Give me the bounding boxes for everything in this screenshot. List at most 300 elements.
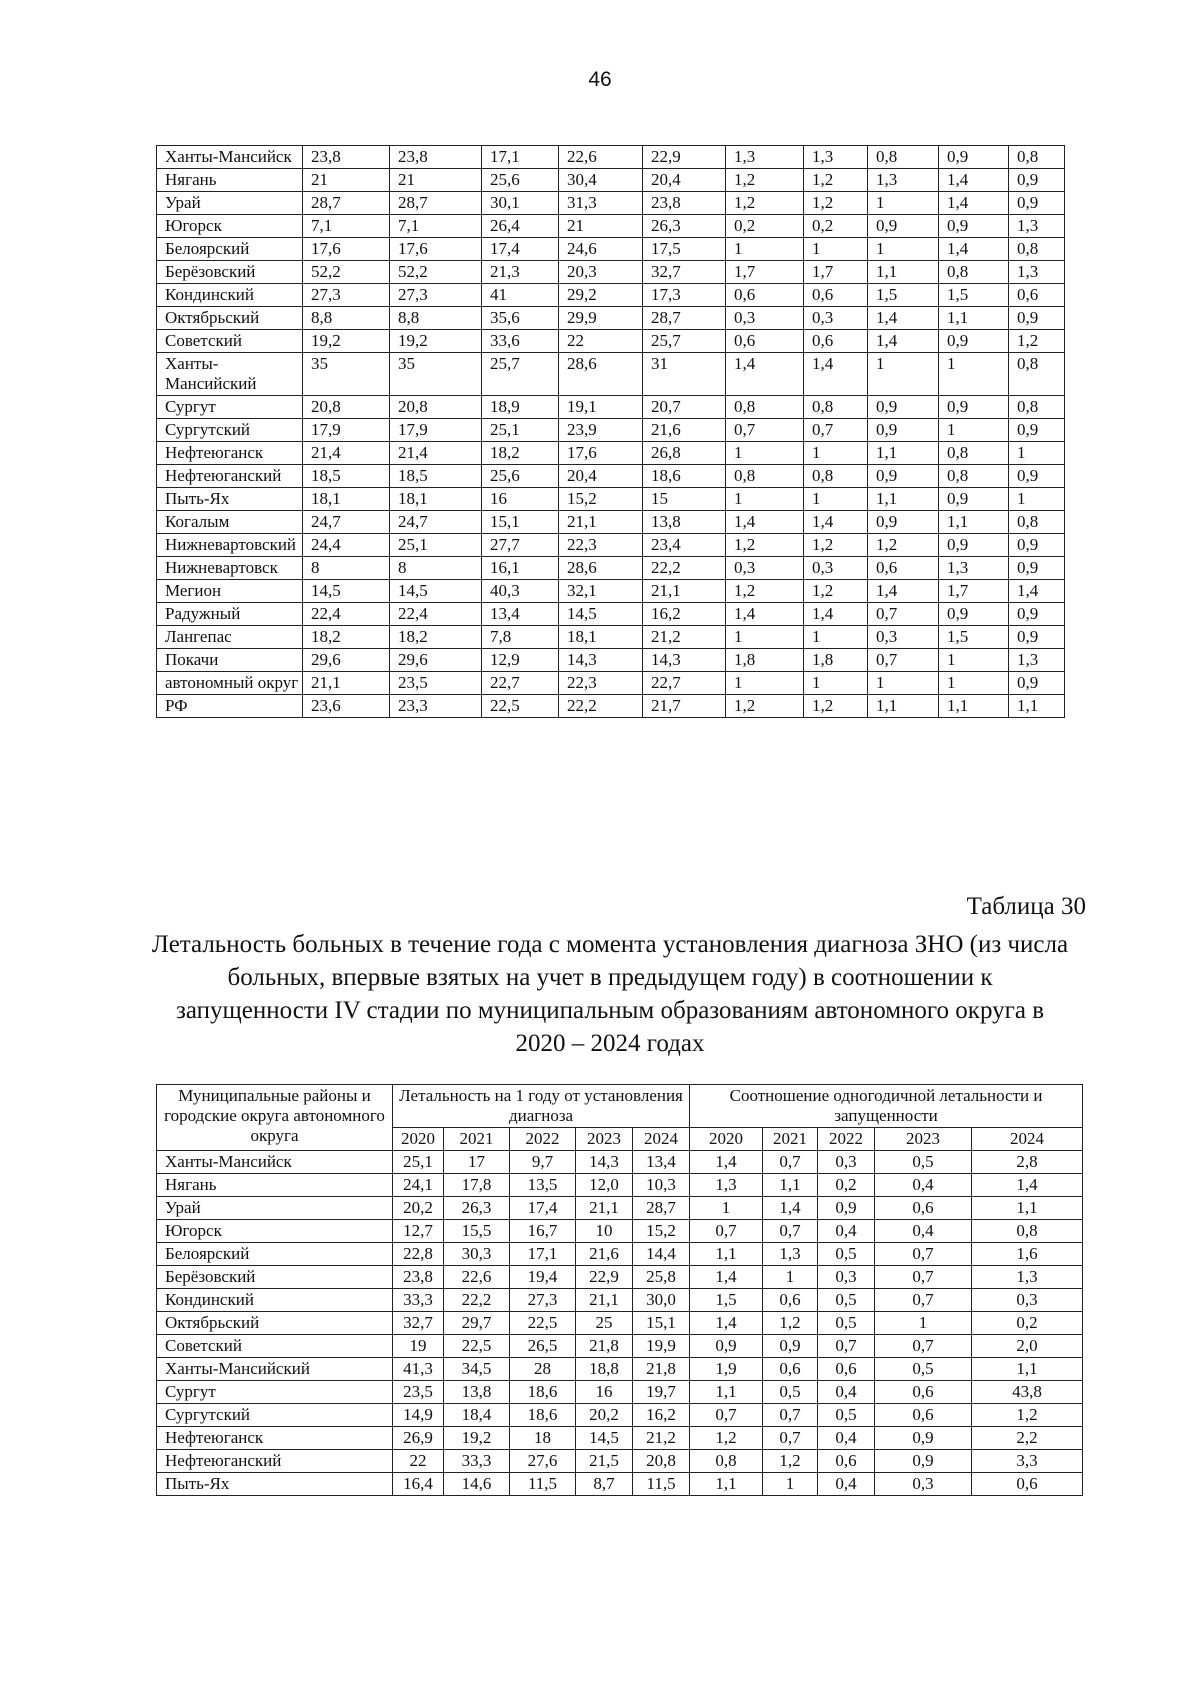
- value-cell: 21,1: [303, 672, 390, 695]
- value-cell: 1,1: [939, 511, 1009, 534]
- value-cell: 30,1: [482, 192, 559, 215]
- value-cell: 24,6: [559, 238, 643, 261]
- value-cell: 0,9: [939, 603, 1009, 626]
- row-name-cell: Берёзовский: [157, 261, 303, 284]
- value-cell: 1,5: [939, 626, 1009, 649]
- lethality-table: [156, 1084, 1083, 1496]
- row-name-cell: Сургут: [157, 1381, 393, 1404]
- value-cell: 0,9: [939, 146, 1009, 169]
- value-cell: 23,5: [390, 672, 482, 695]
- table-row: [157, 284, 1065, 307]
- value-cell: 1: [690, 1197, 763, 1220]
- value-cell: 17,1: [482, 146, 559, 169]
- row-name-cell: Сургут: [157, 396, 303, 419]
- value-cell: 16,2: [643, 603, 726, 626]
- value-cell: 0,9: [1009, 534, 1065, 557]
- value-cell: 20,2: [393, 1197, 444, 1220]
- value-cell: 28,7: [303, 192, 390, 215]
- value-cell: 25,7: [643, 330, 726, 353]
- row-name-cell: Нефтеюганский: [157, 1450, 393, 1473]
- table-row: [157, 396, 1065, 419]
- table-row: [157, 488, 1065, 511]
- value-cell: 0,4: [875, 1220, 972, 1243]
- value-cell: 0,8: [939, 442, 1009, 465]
- table-row: [157, 353, 1065, 396]
- value-cell: 22,6: [444, 1266, 510, 1289]
- table-row: [157, 1404, 1083, 1427]
- table-row: [157, 626, 1065, 649]
- value-cell: 18,1: [390, 488, 482, 511]
- value-cell: 0,6: [726, 330, 804, 353]
- continued-table-body: [157, 146, 1065, 718]
- value-cell: 0,9: [1009, 465, 1065, 488]
- value-cell: 0,9: [939, 488, 1009, 511]
- value-cell: 1,4: [690, 1312, 763, 1335]
- value-cell: 14,5: [390, 580, 482, 603]
- row-name-cell: Нефтеюганск: [157, 1427, 393, 1450]
- value-cell: 17,5: [643, 238, 726, 261]
- value-cell: 8,8: [390, 307, 482, 330]
- value-cell: 0,2: [818, 1174, 875, 1197]
- value-cell: 15: [643, 488, 726, 511]
- value-cell: 17,6: [303, 238, 390, 261]
- value-cell: 1,4: [726, 603, 804, 626]
- value-cell: 1,7: [804, 261, 868, 284]
- table-row: [157, 1151, 1083, 1174]
- value-cell: 20,8: [303, 396, 390, 419]
- value-cell: 0,4: [818, 1381, 875, 1404]
- value-cell: 0,3: [804, 557, 868, 580]
- value-cell: 1: [804, 488, 868, 511]
- value-cell: 0,4: [818, 1473, 875, 1496]
- row-name-cell: Октябрьский: [157, 1312, 393, 1335]
- value-cell: 0,7: [875, 1289, 972, 1312]
- value-cell: 29,7: [444, 1312, 510, 1335]
- value-cell: 15,2: [633, 1220, 690, 1243]
- value-cell: 0,5: [818, 1289, 875, 1312]
- value-cell: 18,1: [303, 488, 390, 511]
- value-cell: 1: [726, 238, 804, 261]
- row-name-cell: Советский: [157, 330, 303, 353]
- value-cell: 22: [393, 1450, 444, 1473]
- value-cell: 21,7: [643, 695, 726, 718]
- value-cell: 18,5: [303, 465, 390, 488]
- value-cell: 1: [763, 1473, 818, 1496]
- table-row: [157, 146, 1065, 169]
- value-cell: 27,3: [303, 284, 390, 307]
- value-cell: 0,6: [818, 1450, 875, 1473]
- value-cell: 0,9: [1009, 672, 1065, 695]
- value-cell: 21,4: [390, 442, 482, 465]
- header-year: 2022: [510, 1128, 576, 1151]
- table-row: [157, 1335, 1083, 1358]
- row-name-cell: Радужный: [157, 603, 303, 626]
- value-cell: 21: [559, 215, 643, 238]
- value-cell: 0,7: [763, 1427, 818, 1450]
- value-cell: 0,7: [875, 1335, 972, 1358]
- value-cell: 1,4: [690, 1151, 763, 1174]
- row-name-cell: Берёзовский: [157, 1266, 393, 1289]
- value-cell: 21,6: [643, 419, 726, 442]
- value-cell: 28,7: [390, 192, 482, 215]
- value-cell: 22,2: [643, 557, 726, 580]
- row-name-cell: Ханты-Мансийский: [157, 353, 303, 396]
- value-cell: 7,8: [482, 626, 559, 649]
- value-cell: 21,1: [576, 1197, 633, 1220]
- table-row: [157, 307, 1065, 330]
- value-cell: 15,5: [444, 1220, 510, 1243]
- value-cell: 12,9: [482, 649, 559, 672]
- value-cell: 25,6: [482, 169, 559, 192]
- table-row: [157, 557, 1065, 580]
- row-name-cell: Кондинский: [157, 284, 303, 307]
- value-cell: 0,5: [818, 1243, 875, 1266]
- value-cell: 0,9: [868, 396, 939, 419]
- value-cell: 7,1: [390, 215, 482, 238]
- value-cell: 16,1: [482, 557, 559, 580]
- row-name-cell: Кондинский: [157, 1289, 393, 1312]
- value-cell: 1: [804, 672, 868, 695]
- row-name-cell: Ханты-Мансийский: [157, 1358, 393, 1381]
- value-cell: 0,9: [1009, 626, 1065, 649]
- value-cell: 1: [726, 488, 804, 511]
- value-cell: 1,1: [690, 1381, 763, 1404]
- table-row: [157, 580, 1065, 603]
- value-cell: 24,7: [303, 511, 390, 534]
- value-cell: 21,5: [576, 1450, 633, 1473]
- value-cell: 14,3: [576, 1151, 633, 1174]
- value-cell: 28: [510, 1358, 576, 1381]
- value-cell: 31: [643, 353, 726, 396]
- value-cell: 17,9: [303, 419, 390, 442]
- value-cell: 0,9: [1009, 307, 1065, 330]
- table-row: [157, 1289, 1083, 1312]
- value-cell: 21,4: [303, 442, 390, 465]
- value-cell: 22,7: [643, 672, 726, 695]
- value-cell: 26,4: [482, 215, 559, 238]
- value-cell: 1,1: [868, 695, 939, 718]
- value-cell: 1,3: [690, 1174, 763, 1197]
- value-cell: 1,3: [804, 146, 868, 169]
- value-cell: 20,3: [559, 261, 643, 284]
- value-cell: 24,1: [393, 1174, 444, 1197]
- value-cell: 30,3: [444, 1243, 510, 1266]
- value-cell: 0,6: [763, 1358, 818, 1381]
- value-cell: 52,2: [390, 261, 482, 284]
- value-cell: 23,6: [303, 695, 390, 718]
- value-cell: 0,2: [804, 215, 868, 238]
- value-cell: 1: [868, 238, 939, 261]
- value-cell: 1,4: [939, 192, 1009, 215]
- value-cell: 14,5: [559, 603, 643, 626]
- value-cell: 0,8: [939, 465, 1009, 488]
- value-cell: 1: [804, 238, 868, 261]
- value-cell: 16: [482, 488, 559, 511]
- value-cell: 20,7: [643, 396, 726, 419]
- value-cell: 1: [726, 672, 804, 695]
- value-cell: 1,4: [868, 330, 939, 353]
- value-cell: 0,4: [818, 1427, 875, 1450]
- row-name-cell: Пыть-Ях: [157, 488, 303, 511]
- value-cell: 20,8: [390, 396, 482, 419]
- value-cell: 0,9: [939, 534, 1009, 557]
- value-cell: 0,8: [1009, 396, 1065, 419]
- value-cell: 0,9: [868, 511, 939, 534]
- value-cell: 0,8: [868, 146, 939, 169]
- value-cell: 1,4: [690, 1266, 763, 1289]
- value-cell: 0,8: [804, 465, 868, 488]
- value-cell: 26,5: [510, 1335, 576, 1358]
- value-cell: 0,9: [868, 419, 939, 442]
- value-cell: 1,4: [804, 511, 868, 534]
- value-cell: 0,7: [804, 419, 868, 442]
- value-cell: 20,2: [576, 1404, 633, 1427]
- value-cell: 22,9: [643, 146, 726, 169]
- value-cell: 18,8: [576, 1358, 633, 1381]
- value-cell: 1,3: [726, 146, 804, 169]
- row-name-cell: Нижневартовский: [157, 534, 303, 557]
- value-cell: 17,8: [444, 1174, 510, 1197]
- value-cell: 1,4: [804, 353, 868, 396]
- value-cell: 19,1: [559, 396, 643, 419]
- table-row: [157, 603, 1065, 626]
- header-municipality: Муниципальные районы и городские округа автономного округа: [157, 1085, 393, 1151]
- value-cell: 18,9: [482, 396, 559, 419]
- value-cell: 14,3: [643, 649, 726, 672]
- value-cell: 21,2: [633, 1427, 690, 1450]
- value-cell: 0,9: [1009, 603, 1065, 626]
- value-cell: 1,1: [690, 1473, 763, 1496]
- value-cell: 1,3: [1009, 215, 1065, 238]
- value-cell: 0,8: [939, 261, 1009, 284]
- value-cell: 0,6: [726, 284, 804, 307]
- value-cell: 0,9: [818, 1197, 875, 1220]
- value-cell: 29,9: [559, 307, 643, 330]
- value-cell: 1,2: [804, 580, 868, 603]
- value-cell: 0,4: [875, 1174, 972, 1197]
- value-cell: 1,2: [726, 169, 804, 192]
- value-cell: 29,6: [390, 649, 482, 672]
- value-cell: 21,3: [482, 261, 559, 284]
- value-cell: 19,7: [633, 1381, 690, 1404]
- value-cell: 27,6: [510, 1450, 576, 1473]
- value-cell: 7,1: [303, 215, 390, 238]
- value-cell: 28,7: [643, 307, 726, 330]
- row-name-cell: Когалым: [157, 511, 303, 534]
- value-cell: 0,7: [763, 1404, 818, 1427]
- value-cell: 18,6: [510, 1381, 576, 1404]
- value-cell: 0,7: [868, 649, 939, 672]
- value-cell: 0,8: [804, 396, 868, 419]
- value-cell: 1,1: [939, 307, 1009, 330]
- value-cell: 26,3: [444, 1197, 510, 1220]
- value-cell: 25: [576, 1312, 633, 1335]
- value-cell: 25,1: [393, 1151, 444, 1174]
- value-cell: 1,3: [868, 169, 939, 192]
- row-name-cell: автономный округ: [157, 672, 303, 695]
- value-cell: 1,4: [726, 353, 804, 396]
- value-cell: 41,3: [393, 1358, 444, 1381]
- table-title: Летальность больных в течение года с момента установления диагноза ЗНО (из числа больных, впервые взятых на учет в предыдущем году) в соотношении к запущенности IV стадии по муниципальным образованиям автономного округа в 2020 – 2024 годах: [151, 931, 1069, 1057]
- value-cell: 18,1: [559, 626, 643, 649]
- table-row: [157, 649, 1065, 672]
- value-cell: 10: [576, 1220, 633, 1243]
- value-cell: 18,2: [482, 442, 559, 465]
- value-cell: 43,8: [972, 1381, 1083, 1404]
- value-cell: 28,6: [559, 557, 643, 580]
- value-cell: 0,8: [726, 465, 804, 488]
- table-row: [157, 1427, 1083, 1450]
- value-cell: 1,2: [763, 1450, 818, 1473]
- value-cell: 1,1: [972, 1358, 1083, 1381]
- value-cell: 1,2: [868, 534, 939, 557]
- table-row: [157, 1197, 1083, 1220]
- value-cell: 22,5: [510, 1312, 576, 1335]
- value-cell: 0,8: [1009, 511, 1065, 534]
- value-cell: 27,7: [482, 534, 559, 557]
- value-cell: 18,6: [510, 1404, 576, 1427]
- value-cell: 9,7: [510, 1151, 576, 1174]
- value-cell: 21,6: [576, 1243, 633, 1266]
- table-label: Таблица 30: [966, 893, 1086, 920]
- value-cell: 25,1: [390, 534, 482, 557]
- value-cell: 30,0: [633, 1289, 690, 1312]
- value-cell: 16,2: [633, 1404, 690, 1427]
- value-cell: 1,7: [939, 580, 1009, 603]
- value-cell: 0,9: [868, 465, 939, 488]
- value-cell: 1,3: [763, 1243, 818, 1266]
- value-cell: 1,1: [939, 695, 1009, 718]
- value-cell: 0,8: [1009, 238, 1065, 261]
- value-cell: 21: [390, 169, 482, 192]
- row-name-cell: Октябрьский: [157, 307, 303, 330]
- table-row: [157, 1220, 1083, 1243]
- table-row: [157, 1358, 1083, 1381]
- lethality-table-body: [157, 1151, 1083, 1496]
- value-cell: 0,4: [818, 1220, 875, 1243]
- value-cell: 0,7: [763, 1151, 818, 1174]
- value-cell: 1,2: [726, 695, 804, 718]
- value-cell: 21: [303, 169, 390, 192]
- value-cell: 10,3: [633, 1174, 690, 1197]
- value-cell: 1: [868, 353, 939, 396]
- value-cell: 21,1: [643, 580, 726, 603]
- value-cell: 25,7: [482, 353, 559, 396]
- value-cell: 1,3: [939, 557, 1009, 580]
- value-cell: 0,3: [875, 1473, 972, 1496]
- value-cell: 1,3: [1009, 261, 1065, 284]
- value-cell: 18,5: [390, 465, 482, 488]
- value-cell: 26,9: [393, 1427, 444, 1450]
- continued-data-table: [156, 145, 1065, 718]
- table-row: [157, 419, 1065, 442]
- lethality-table-header: [157, 1085, 1083, 1151]
- value-cell: 1,1: [868, 442, 939, 465]
- value-cell: 8,8: [303, 307, 390, 330]
- value-cell: 11,5: [633, 1473, 690, 1496]
- value-cell: 2,0: [972, 1335, 1083, 1358]
- value-cell: 0,3: [726, 307, 804, 330]
- value-cell: 8,7: [576, 1473, 633, 1496]
- row-name-cell: Нягань: [157, 169, 303, 192]
- value-cell: 32,1: [559, 580, 643, 603]
- value-cell: 26,3: [643, 215, 726, 238]
- value-cell: 14,6: [444, 1473, 510, 1496]
- header-year: 2023: [576, 1128, 633, 1151]
- value-cell: 13,4: [482, 603, 559, 626]
- value-cell: 1,7: [726, 261, 804, 284]
- table-row: [157, 442, 1065, 465]
- value-cell: 29,2: [559, 284, 643, 307]
- value-cell: 22,3: [559, 672, 643, 695]
- value-cell: 1,1: [868, 261, 939, 284]
- value-cell: 13,5: [510, 1174, 576, 1197]
- value-cell: 20,4: [643, 169, 726, 192]
- value-cell: 1,4: [726, 511, 804, 534]
- value-cell: 19,4: [510, 1266, 576, 1289]
- value-cell: 13,8: [643, 511, 726, 534]
- value-cell: 0,6: [875, 1197, 972, 1220]
- value-cell: 1: [804, 626, 868, 649]
- table-row: [157, 261, 1065, 284]
- value-cell: 0,8: [1009, 146, 1065, 169]
- value-cell: 22,6: [559, 146, 643, 169]
- header-year: 2024: [972, 1128, 1083, 1151]
- value-cell: 0,7: [690, 1404, 763, 1427]
- value-cell: 1: [875, 1312, 972, 1335]
- table-row: [157, 169, 1065, 192]
- value-cell: 17,1: [510, 1243, 576, 1266]
- table-row: [157, 215, 1065, 238]
- value-cell: 32,7: [643, 261, 726, 284]
- value-cell: 0,6: [804, 284, 868, 307]
- value-cell: 52,2: [303, 261, 390, 284]
- row-name-cell: Белоярский: [157, 238, 303, 261]
- value-cell: 19,2: [303, 330, 390, 353]
- header-year: 2020: [393, 1128, 444, 1151]
- value-cell: 1,2: [1009, 330, 1065, 353]
- value-cell: 12,0: [576, 1174, 633, 1197]
- value-cell: 1,4: [763, 1197, 818, 1220]
- table-row: [157, 330, 1065, 353]
- header-lethality-group: Летальность на 1 году от установления диагноза: [393, 1085, 690, 1128]
- value-cell: 20,4: [559, 465, 643, 488]
- value-cell: 22,5: [482, 695, 559, 718]
- value-cell: 17,6: [559, 442, 643, 465]
- table-row: [157, 511, 1065, 534]
- value-cell: 23,8: [303, 146, 390, 169]
- value-cell: 25,8: [633, 1266, 690, 1289]
- header-year: 2023: [875, 1128, 972, 1151]
- value-cell: 8: [390, 557, 482, 580]
- value-cell: 0,3: [804, 307, 868, 330]
- row-name-cell: Советский: [157, 1335, 393, 1358]
- value-cell: 17: [444, 1151, 510, 1174]
- value-cell: 1,3: [972, 1266, 1083, 1289]
- value-cell: 22,4: [390, 603, 482, 626]
- value-cell: 1,2: [804, 695, 868, 718]
- value-cell: 18,4: [444, 1404, 510, 1427]
- value-cell: 0,9: [1009, 192, 1065, 215]
- value-cell: 19: [393, 1335, 444, 1358]
- value-cell: 35: [390, 353, 482, 396]
- row-name-cell: Белоярский: [157, 1243, 393, 1266]
- value-cell: 0,3: [726, 557, 804, 580]
- value-cell: 22,2: [559, 695, 643, 718]
- value-cell: 27,3: [390, 284, 482, 307]
- table-row: [157, 1312, 1083, 1335]
- value-cell: 21,8: [576, 1335, 633, 1358]
